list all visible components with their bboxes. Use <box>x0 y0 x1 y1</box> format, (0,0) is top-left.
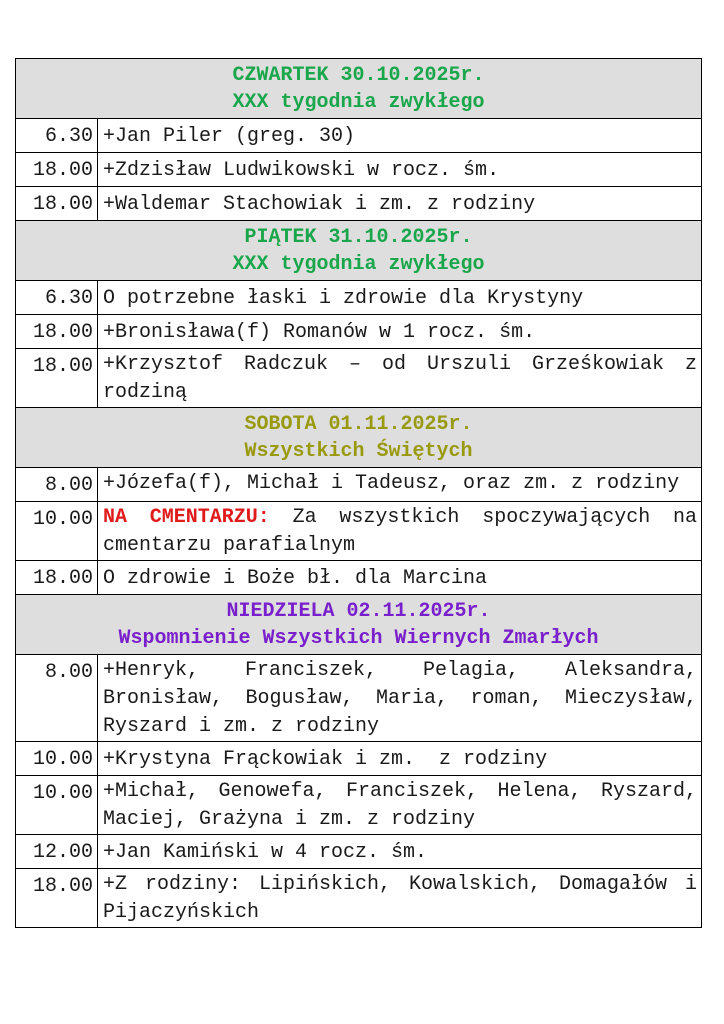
mass-intention: O potrzebne łaski i zdrowie dla Krystyny <box>98 281 702 315</box>
mass-time: 18.00 <box>16 315 98 349</box>
day-title: NIEDZIELA 02.11.2025r. <box>226 600 491 623</box>
mass-time: 8.00 <box>16 655 98 742</box>
mass-intention-text: Za wszystkich spoczywających na cmentarzu parafialnym <box>103 506 698 557</box>
mass-intention: +Waldemar Stachowiak i zm. z rodziny <box>98 187 702 221</box>
day-header-thursday <box>16 59 702 119</box>
mass-intentions-table <box>15 58 702 928</box>
day-header-sunday <box>16 595 702 655</box>
mass-time: 10.00 <box>16 502 98 561</box>
day-subtitle: Wspomnienie Wszystkich Wiernych Zmarłych <box>118 627 599 650</box>
day-header-cell <box>16 408 702 468</box>
table-row <box>16 187 702 221</box>
table-row <box>16 315 702 349</box>
mass-intention: +Henryk, Franciszek, Pelagia, Aleksandra, Bronisław, Bogusław, Maria, roman, Mieczysław, Ryszard i zm. z rodziny <box>98 655 702 742</box>
mass-time: 10.00 <box>16 776 98 835</box>
mass-time: 6.30 <box>16 281 98 315</box>
mass-time: 18.00 <box>16 187 98 221</box>
mass-time: 18.00 <box>16 869 98 928</box>
day-header-saturday <box>16 408 702 468</box>
day-title: PIĄTEK 31.10.2025r. <box>244 226 473 249</box>
table-row <box>16 119 702 153</box>
day-title: SOBOTA 01.11.2025r. <box>244 413 473 436</box>
day-subtitle: Wszystkich Świętych <box>244 440 473 463</box>
mass-intention: +Krzysztof Radczuk – od Urszuli Grześkowiak z rodziną <box>98 349 702 408</box>
mass-intention: +Józefa(f), Michał i Tadeusz, oraz zm. z rodziny <box>98 468 702 502</box>
mass-intention <box>98 502 702 561</box>
day-subtitle: XXX tygodnia zwykłego <box>232 91 485 114</box>
mass-time: 10.00 <box>16 742 98 776</box>
day-subtitle: XXX tygodnia zwykłego <box>232 253 485 276</box>
mass-time: 8.00 <box>16 468 98 502</box>
mass-intention: +Z rodziny: Lipińskich, Kowalskich, Domagałów i Pijaczyńskich <box>98 869 702 928</box>
table-row <box>16 776 702 835</box>
table-row <box>16 349 702 408</box>
mass-time: 12.00 <box>16 835 98 869</box>
table-row <box>16 655 702 742</box>
day-header-cell <box>16 595 702 655</box>
day-title: CZWARTEK 30.10.2025r. <box>232 64 485 87</box>
mass-intention: +Zdzisław Ludwikowski w rocz. śm. <box>98 153 702 187</box>
mass-time: 6.30 <box>16 119 98 153</box>
day-header-cell <box>16 59 702 119</box>
table-row <box>16 742 702 776</box>
table-row <box>16 561 702 595</box>
mass-time: 18.00 <box>16 153 98 187</box>
table-row <box>16 869 702 928</box>
day-header-friday <box>16 221 702 281</box>
table-row <box>16 468 702 502</box>
table-row <box>16 281 702 315</box>
table-row <box>16 153 702 187</box>
mass-intention: +Jan Piler (greg. 30) <box>98 119 702 153</box>
mass-intention: O zdrowie i Boże bł. dla Marcina <box>98 561 702 595</box>
mass-intention: +Bronisława(f) Romanów w 1 rocz. śm. <box>98 315 702 349</box>
table-row <box>16 502 702 561</box>
table-row <box>16 835 702 869</box>
mass-intention: +Jan Kamiński w 4 rocz. śm. <box>98 835 702 869</box>
mass-time: 18.00 <box>16 561 98 595</box>
day-header-cell <box>16 221 702 281</box>
mass-intention: +Krystyna Frąckowiak i zm. z rodziny <box>98 742 702 776</box>
mass-time: 18.00 <box>16 349 98 408</box>
cemetery-note: NA CMENTARZU: <box>103 506 270 529</box>
mass-intention: +Michał, Genowefa, Franciszek, Helena, Ryszard, Maciej, Grażyna i zm. z rodziny <box>98 776 702 835</box>
